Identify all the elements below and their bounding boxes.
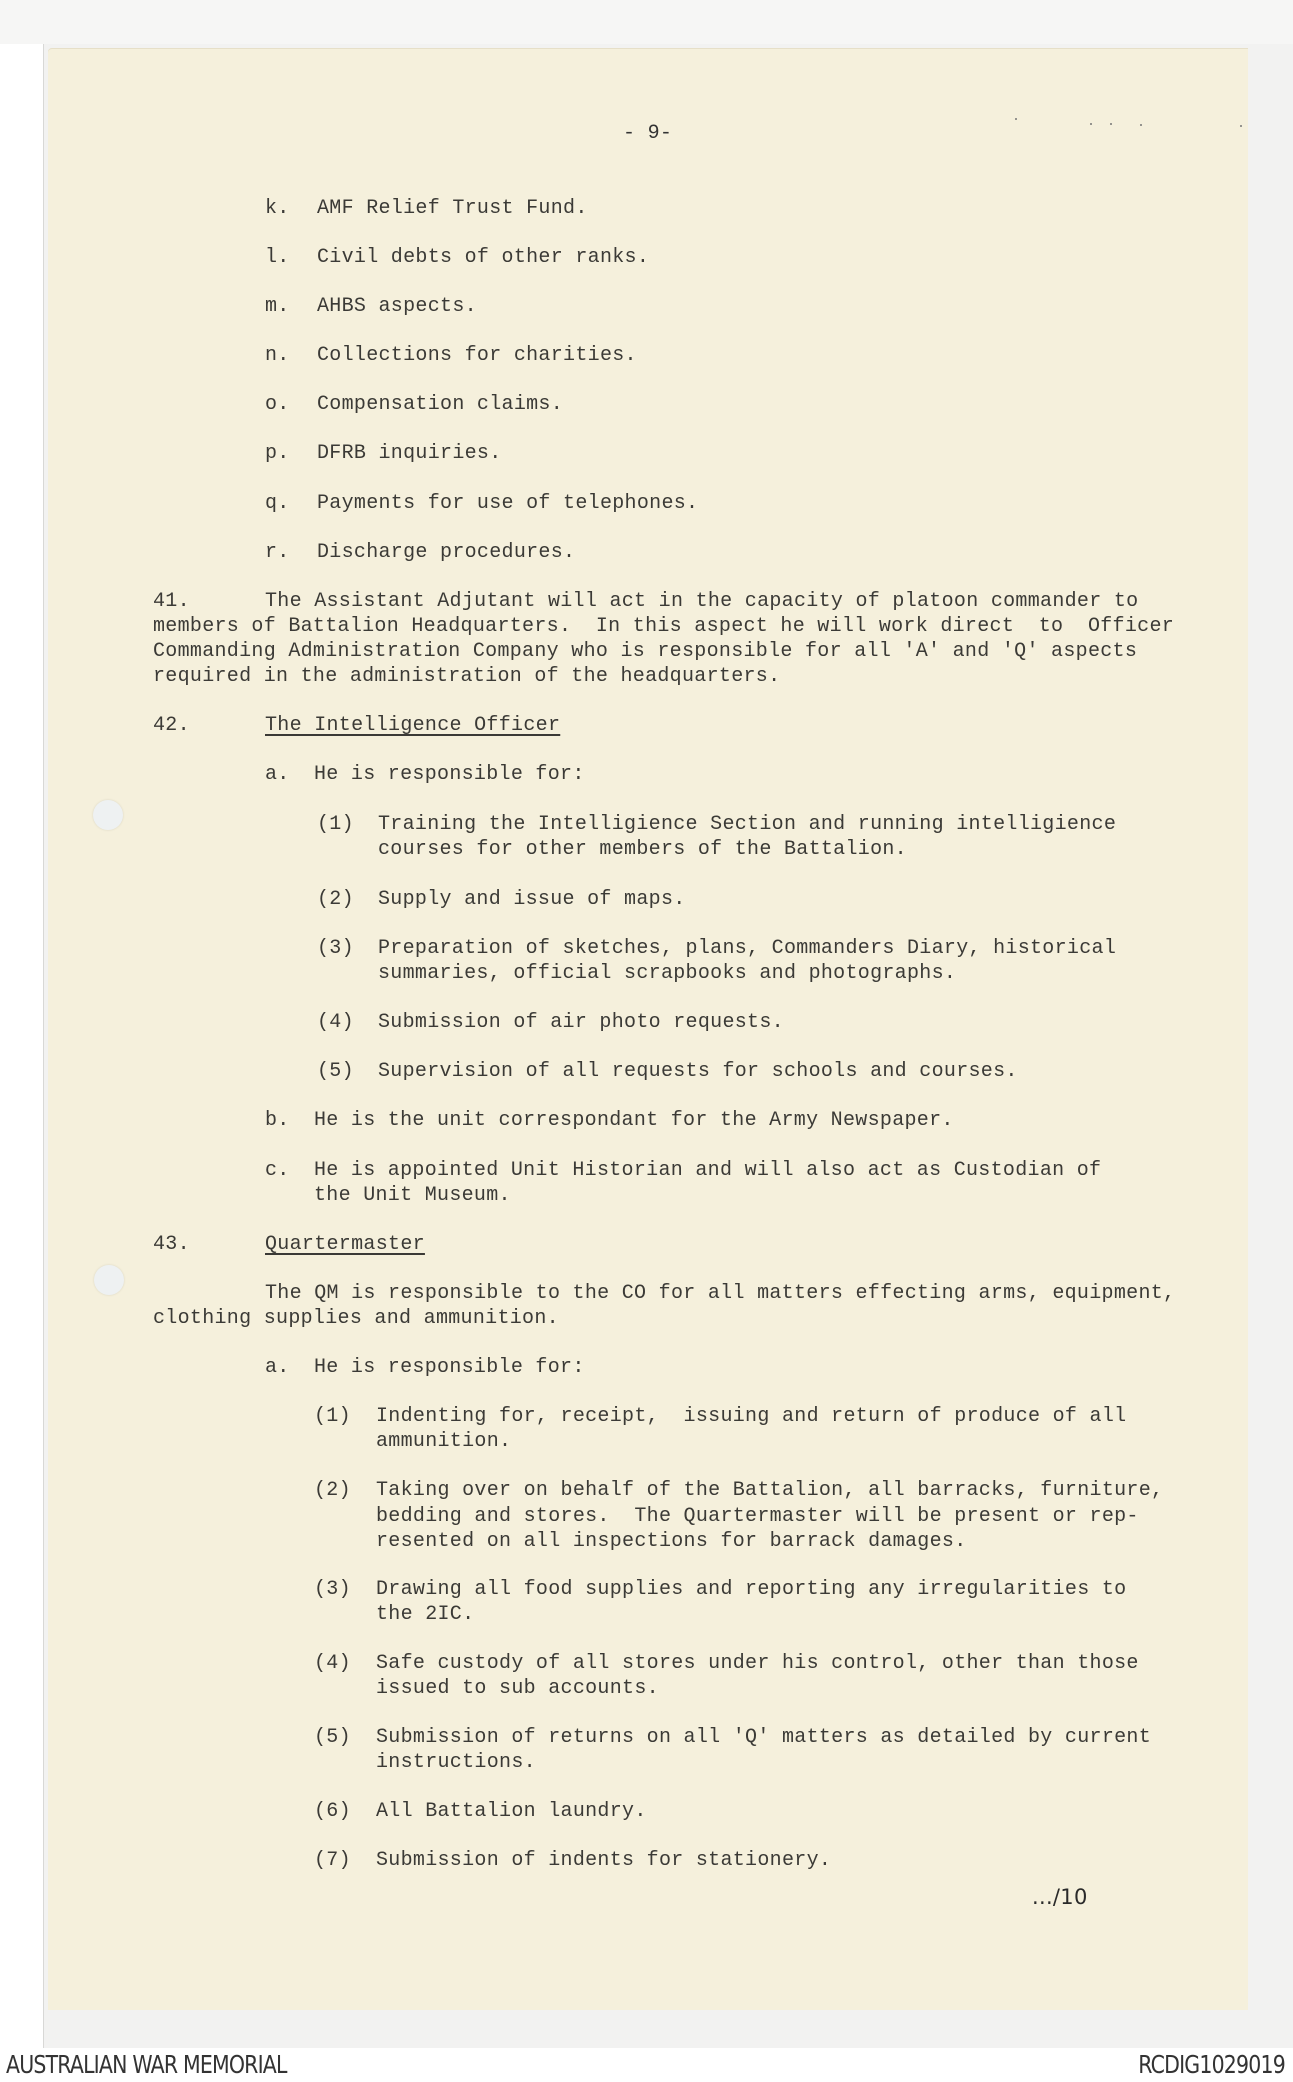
stray-mark bbox=[1090, 123, 1092, 125]
sub-text: He is the unit correspondant for the Army Newspaper. bbox=[314, 1109, 954, 1132]
list-marker: m. bbox=[265, 295, 290, 318]
item-marker: (6) bbox=[314, 1800, 351, 1823]
paragraph-line: required in the administration of the headquarters. bbox=[153, 665, 781, 688]
item-line: instructions. bbox=[376, 1751, 536, 1774]
footer-record-id: RCDIG1029019 bbox=[1138, 2050, 1285, 2079]
item-line: Drawing all food supplies and reporting any irregularities to bbox=[376, 1578, 1127, 1601]
sub-marker: b. bbox=[265, 1109, 290, 1132]
item-marker: (1) bbox=[314, 1405, 351, 1428]
page-number: - 9- bbox=[623, 122, 673, 145]
item-line: Supervision of all requests for schools and courses. bbox=[378, 1060, 1018, 1083]
item-line: resented on all inspections for barrack damages. bbox=[376, 1530, 967, 1553]
sub-text: the Unit Museum. bbox=[314, 1184, 511, 1207]
list-marker: n. bbox=[265, 344, 290, 367]
footer-institution: AUSTRALIAN WAR MEMORIAL bbox=[6, 2050, 287, 2079]
list-marker: q. bbox=[265, 492, 290, 515]
item-line: summaries, official scrapbooks and photographs. bbox=[378, 962, 957, 985]
list-marker: o. bbox=[265, 393, 290, 416]
item-line: Training the Intelligience Section and running intelligience bbox=[378, 813, 1117, 836]
list-marker: p. bbox=[265, 442, 290, 465]
list-item: Payments for use of telephones. bbox=[317, 492, 699, 515]
item-line: Supply and issue of maps. bbox=[378, 888, 686, 911]
sub-marker: c. bbox=[265, 1159, 290, 1182]
list-item: Discharge procedures. bbox=[317, 541, 576, 564]
item-line: the 2IC. bbox=[376, 1603, 475, 1626]
paragraph-line: clothing supplies and ammunition. bbox=[153, 1307, 559, 1330]
sub-text: He is appointed Unit Historian and will also act as Custodian of bbox=[314, 1159, 1102, 1182]
item-line: Submission of returns on all 'Q' matters as detailed by current bbox=[376, 1726, 1152, 1749]
paragraph-number: 43. bbox=[153, 1233, 190, 1256]
item-marker: (3) bbox=[314, 1578, 351, 1601]
item-marker: (5) bbox=[314, 1726, 351, 1749]
list-item: Collections for charities. bbox=[317, 344, 637, 367]
paragraph-number: 41. bbox=[153, 590, 190, 613]
item-marker: (1) bbox=[317, 813, 354, 836]
item-line: Preparation of sketches, plans, Commanders Diary, historical bbox=[378, 937, 1117, 960]
paragraph-line: Commanding Administration Company who is responsible for all 'A' and 'Q' aspects bbox=[153, 640, 1138, 663]
stray-mark bbox=[1240, 125, 1242, 127]
list-item: AHBS aspects. bbox=[317, 295, 477, 318]
paragraph-line: The Assistant Adjutant will act in the capacity of platoon commander to bbox=[265, 590, 1139, 613]
item-marker: (2) bbox=[314, 1479, 351, 1502]
sub-marker: a. bbox=[265, 1356, 290, 1379]
punch-hole bbox=[93, 800, 123, 830]
punch-hole bbox=[94, 1265, 124, 1295]
stray-mark bbox=[1110, 123, 1112, 125]
item-marker: (5) bbox=[317, 1060, 354, 1083]
list-item: Compensation claims. bbox=[317, 393, 564, 416]
list-marker: l. bbox=[265, 246, 290, 269]
paragraph-line: members of Battalion Headquarters. In this aspect he will work direct to Officer bbox=[153, 615, 1175, 638]
sub-text: He is responsible for: bbox=[314, 1356, 585, 1379]
item-marker: (4) bbox=[314, 1652, 351, 1675]
item-marker: (4) bbox=[317, 1011, 354, 1034]
paragraph-line: The QM is responsible to the CO for all matters effecting arms, equipment, bbox=[265, 1282, 1176, 1305]
item-line: bedding and stores. The Quartermaster will be present or rep- bbox=[376, 1505, 1139, 1528]
sub-text: He is responsible for: bbox=[314, 763, 585, 786]
list-item: Civil debts of other ranks. bbox=[317, 246, 650, 269]
paragraph-number: 42. bbox=[153, 714, 190, 737]
item-line: courses for other members of the Battalion. bbox=[378, 838, 907, 861]
stray-mark bbox=[1140, 124, 1142, 126]
section-heading: The Intelligence Officer bbox=[265, 714, 561, 737]
item-line: Submission of air photo requests. bbox=[378, 1011, 784, 1034]
item-marker: (7) bbox=[314, 1849, 351, 1872]
list-item: DFRB inquiries. bbox=[317, 442, 502, 465]
item-line: Taking over on behalf of the Battalion, all barracks, furniture, bbox=[376, 1479, 1164, 1502]
item-line: Safe custody of all stores under his control, other than those bbox=[376, 1652, 1139, 1675]
sub-marker: a. bbox=[265, 763, 290, 786]
list-item: AMF Relief Trust Fund. bbox=[317, 197, 588, 220]
scan-top-band bbox=[0, 0, 1293, 44]
item-marker: (2) bbox=[317, 888, 354, 911]
list-marker: r. bbox=[265, 541, 290, 564]
item-line: Indenting for, receipt, issuing and return of produce of all bbox=[376, 1405, 1127, 1428]
item-line: All Battalion laundry. bbox=[376, 1800, 647, 1823]
item-line: issued to sub accounts. bbox=[376, 1677, 659, 1700]
section-heading: Quartermaster bbox=[265, 1233, 425, 1256]
stray-mark bbox=[1015, 118, 1017, 120]
item-marker: (3) bbox=[317, 937, 354, 960]
item-line: ammunition. bbox=[376, 1430, 512, 1453]
list-marker: k. bbox=[265, 197, 290, 220]
continuation-marker: .../10 bbox=[1032, 1885, 1088, 1909]
item-line: Submission of indents for stationery. bbox=[376, 1849, 832, 1872]
